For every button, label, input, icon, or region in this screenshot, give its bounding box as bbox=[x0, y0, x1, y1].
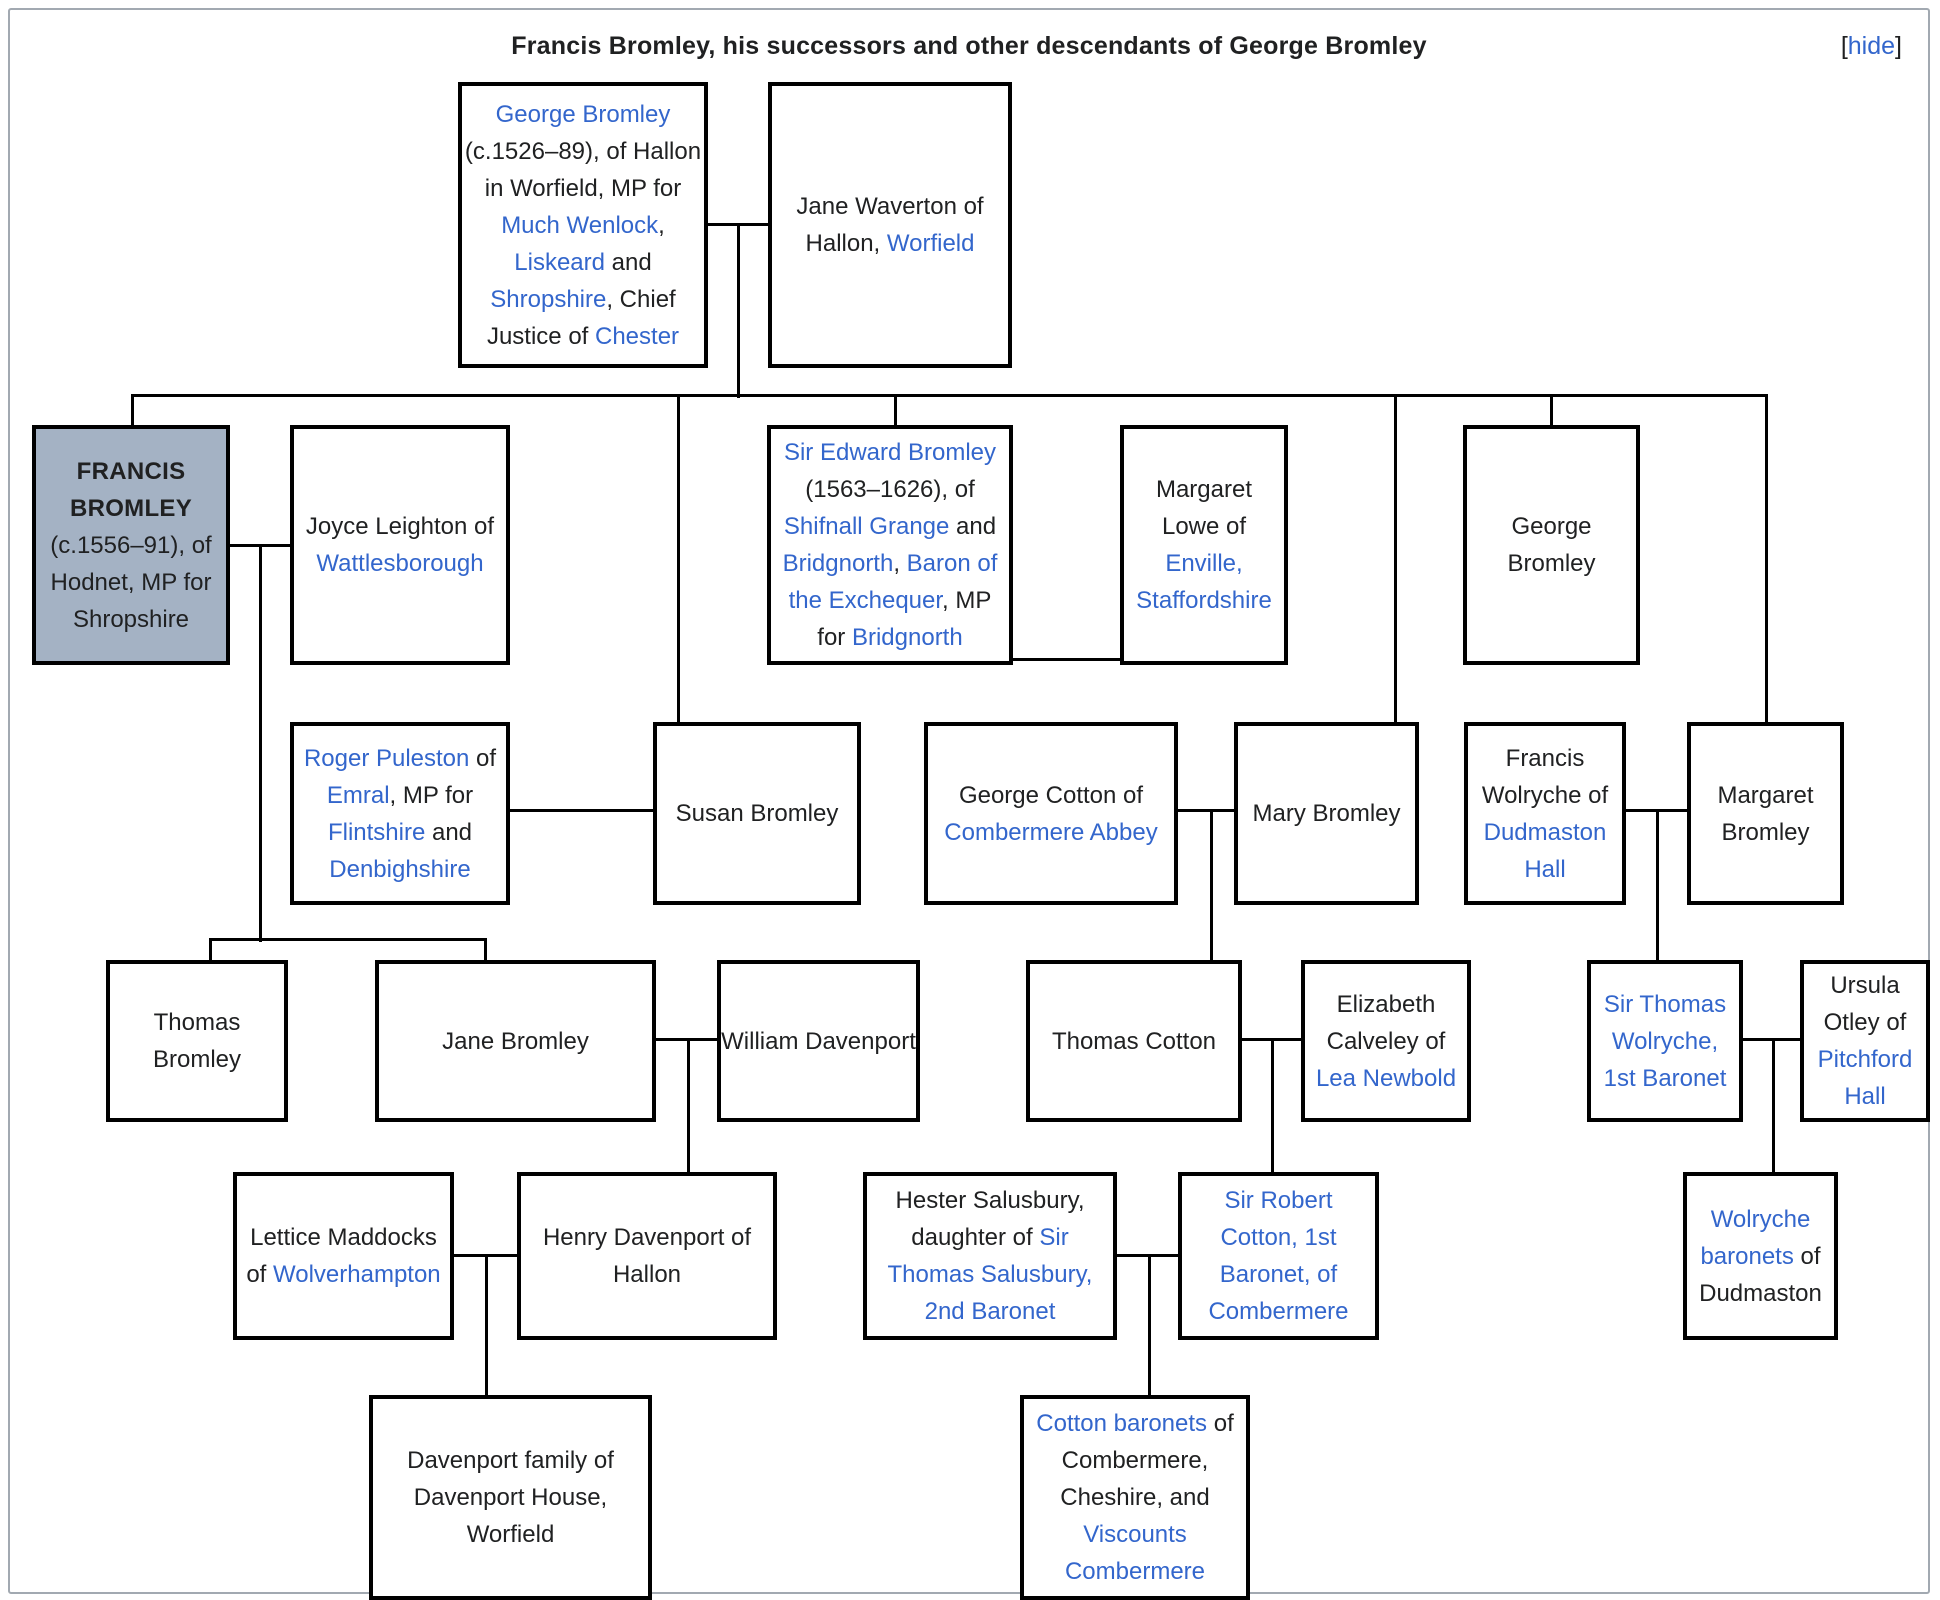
text-line bbox=[246, 1256, 440, 1293]
text-segment: of bbox=[1207, 1410, 1234, 1437]
text-line bbox=[1484, 814, 1607, 851]
text-line bbox=[784, 434, 996, 471]
wiki-link-pitchford[interactable]: Pitchford bbox=[1817, 1046, 1913, 1073]
text-line bbox=[1252, 795, 1400, 832]
person-box-susan-bromley bbox=[653, 722, 861, 905]
text-line bbox=[911, 1219, 1068, 1256]
wiki-link-1st-baronet[interactable]: 1st Baronet bbox=[1603, 1064, 1727, 1092]
text-line bbox=[806, 225, 975, 262]
text-segment: , bbox=[658, 211, 665, 239]
connector-line-vertical bbox=[259, 546, 262, 942]
text-segment: Thomas Cotton bbox=[1051, 1027, 1217, 1055]
text-line bbox=[316, 545, 483, 582]
tree-canvas bbox=[10, 10, 1928, 1592]
wiki-link-combermere-abbey[interactable]: Combermere Abbey bbox=[944, 818, 1158, 846]
text-segment: (c.1556–91), of bbox=[50, 531, 212, 559]
text-line bbox=[51, 564, 212, 601]
wiki-link-bridgnorth[interactable]: Bridgnorth bbox=[782, 550, 894, 577]
bracket-close: ] bbox=[1895, 32, 1902, 60]
person-box-george-bromley-sr bbox=[458, 82, 708, 368]
text-line bbox=[959, 777, 1143, 814]
text-line bbox=[73, 601, 189, 638]
text-line bbox=[1224, 1182, 1332, 1219]
text-segment: Hodnet, MP for bbox=[50, 568, 212, 596]
connector-line-horizontal bbox=[1013, 658, 1120, 661]
text-segment: Davenport House, bbox=[413, 1484, 608, 1511]
person-box-cotton-baronets bbox=[1020, 1395, 1250, 1600]
text-segment: Bromley bbox=[1507, 550, 1596, 577]
connector-line-vertical bbox=[677, 396, 680, 724]
text-segment: , Chief bbox=[606, 285, 676, 313]
person-box-edward-bromley bbox=[767, 425, 1013, 665]
text-line bbox=[1511, 508, 1591, 545]
text-segment: George bbox=[1511, 513, 1592, 540]
text-line bbox=[1717, 777, 1813, 814]
person-box-robert-cotton bbox=[1178, 1172, 1379, 1340]
connector-line-vertical bbox=[1271, 1040, 1274, 1174]
person-box-ursula-otley bbox=[1800, 960, 1930, 1122]
text-line bbox=[1700, 1238, 1820, 1275]
text-line bbox=[789, 582, 992, 619]
wiki-link-wattlesborough[interactable]: Wattlesborough bbox=[316, 550, 484, 577]
text-line bbox=[888, 1256, 1093, 1293]
hide-link[interactable]: hide bbox=[1847, 32, 1896, 60]
text-line bbox=[1065, 1553, 1205, 1590]
text-line bbox=[250, 1219, 437, 1256]
text-segment: of bbox=[246, 1261, 274, 1288]
person-box-davenport-family bbox=[369, 1395, 652, 1600]
text-line bbox=[817, 619, 962, 656]
text-segment: (c.1526–89), of Hallon bbox=[464, 137, 702, 165]
text-line bbox=[1604, 986, 1726, 1023]
text-line bbox=[1036, 1405, 1233, 1442]
wiki-link-baron-of[interactable]: Baron of bbox=[906, 550, 998, 577]
person-box-thomas-cotton bbox=[1026, 960, 1242, 1122]
text-line bbox=[1699, 1275, 1822, 1312]
text-line bbox=[306, 508, 494, 545]
person-box-margaret-lowe bbox=[1120, 425, 1288, 665]
text-segment: FRANCIS bbox=[76, 457, 186, 485]
text-line bbox=[1316, 1060, 1456, 1097]
wiki-link-emral[interactable]: Emral bbox=[326, 781, 390, 809]
person-box-thomas-wolryche bbox=[1587, 960, 1743, 1122]
text-segment: William Davenport bbox=[721, 1027, 916, 1055]
text-segment: Dudmaston bbox=[1699, 1279, 1822, 1307]
wiki-link-hall[interactable]: Hall bbox=[1844, 1083, 1886, 1110]
text-line bbox=[514, 244, 651, 281]
text-line bbox=[805, 471, 974, 508]
text-segment: Calveley of bbox=[1326, 1027, 1446, 1055]
wiki-link-baronets[interactable]: baronets bbox=[1700, 1242, 1794, 1270]
text-segment: Elizabeth bbox=[1336, 990, 1436, 1018]
connector-line-vertical bbox=[1656, 811, 1659, 962]
text-line bbox=[490, 281, 675, 318]
connector-line-vertical bbox=[1148, 1256, 1151, 1397]
text-segment: in Worfield, MP for bbox=[484, 174, 682, 202]
person-box-mary-bromley bbox=[1234, 722, 1419, 905]
wiki-link-the-exchequer[interactable]: the Exchequer bbox=[788, 587, 943, 614]
text-line bbox=[1824, 1004, 1907, 1041]
person-box-margaret-bromley bbox=[1687, 722, 1844, 905]
connector-line-horizontal bbox=[131, 394, 1768, 397]
wiki-link-thomas-salusbury[interactable]: Thomas Salusbury, bbox=[887, 1261, 1093, 1288]
text-segment: and bbox=[605, 248, 652, 276]
wiki-link-enville[interactable]: Enville, bbox=[1165, 550, 1243, 577]
text-segment: Bromley bbox=[1721, 818, 1810, 846]
text-line bbox=[1482, 777, 1608, 814]
text-segment: Francis bbox=[1505, 744, 1585, 772]
text-line bbox=[328, 814, 472, 851]
wiki-link-liskeard[interactable]: Liskeard bbox=[514, 248, 605, 276]
text-line bbox=[1604, 1060, 1727, 1097]
text-segment: Cheshire, and bbox=[1060, 1484, 1210, 1511]
text-segment: BROMLEY bbox=[69, 494, 193, 522]
person-box-william-davenport bbox=[717, 960, 920, 1122]
wiki-link-chester[interactable]: Chester bbox=[595, 322, 680, 350]
text-line bbox=[1062, 1442, 1209, 1479]
text-line bbox=[1083, 1516, 1187, 1553]
text-segment: Lowe of bbox=[1161, 513, 1247, 540]
person-box-jane-waverton bbox=[768, 82, 1012, 368]
connector-line-vertical bbox=[1394, 396, 1397, 724]
wiki-link-bridgnorth[interactable]: Bridgnorth bbox=[851, 624, 963, 651]
wiki-link-sir-edward-bromley[interactable]: Sir Edward Bromley bbox=[783, 439, 997, 466]
connector-line-horizontal bbox=[510, 809, 653, 812]
text-line bbox=[442, 1023, 589, 1060]
text-line bbox=[50, 527, 211, 564]
wiki-link-wolryche[interactable]: Wolryche, bbox=[1611, 1027, 1719, 1055]
text-segment: Margaret bbox=[1155, 476, 1253, 503]
text-line bbox=[496, 96, 671, 133]
text-segment: Margaret bbox=[1717, 781, 1814, 809]
text-line bbox=[1156, 471, 1252, 508]
text-line bbox=[783, 545, 998, 582]
person-box-elizabeth-calveley bbox=[1301, 960, 1471, 1122]
text-segment: and bbox=[425, 818, 473, 846]
wiki-link-shropshire[interactable]: Shropshire bbox=[490, 285, 607, 313]
text-line bbox=[485, 170, 682, 207]
connector-line-vertical bbox=[687, 1040, 690, 1174]
text-line bbox=[784, 508, 996, 545]
text-line bbox=[70, 490, 192, 527]
text-line bbox=[465, 133, 701, 170]
text-segment: George Cotton of bbox=[958, 781, 1144, 809]
text-line bbox=[1612, 1023, 1718, 1060]
text-line bbox=[1060, 1479, 1209, 1516]
text-line bbox=[1524, 851, 1565, 888]
text-line bbox=[1327, 1023, 1446, 1060]
text-line bbox=[304, 740, 496, 777]
text-segment: , bbox=[893, 550, 907, 577]
person-box-henry-davenport bbox=[517, 1172, 777, 1340]
text-line bbox=[329, 851, 470, 888]
person-box-joyce-leighton bbox=[290, 425, 510, 665]
wiki-link-dudmaston[interactable]: Dudmaston bbox=[1483, 818, 1607, 846]
wiki-link-cotton-baronets[interactable]: Cotton baronets bbox=[1036, 1410, 1208, 1437]
text-line bbox=[925, 1293, 1056, 1330]
person-box-wolryche-baronets bbox=[1683, 1172, 1838, 1340]
text-line bbox=[1818, 1041, 1913, 1078]
text-segment: Susan Bromley bbox=[675, 800, 839, 827]
text-segment: for bbox=[817, 624, 852, 651]
wiki-link-wolverhampton[interactable]: Wolverhampton bbox=[273, 1261, 441, 1288]
text-segment: Joyce Leighton of bbox=[305, 513, 495, 540]
wiki-link-staffordshire[interactable]: Staffordshire bbox=[1136, 587, 1272, 614]
text-line bbox=[407, 1442, 614, 1479]
wiki-link-sir[interactable]: Sir bbox=[1039, 1224, 1069, 1251]
text-line bbox=[154, 1004, 241, 1041]
text-line bbox=[1165, 545, 1242, 582]
person-box-francis-wolryche bbox=[1464, 722, 1626, 905]
person-box-jane-bromley bbox=[375, 960, 656, 1122]
text-segment: Davenport family of bbox=[407, 1447, 614, 1474]
text-line bbox=[501, 207, 665, 244]
wiki-link-sir-thomas[interactable]: Sir Thomas bbox=[1603, 990, 1727, 1018]
wiki-link-roger-puleston[interactable]: Roger Puleston bbox=[303, 744, 470, 772]
text-line bbox=[1844, 1078, 1885, 1115]
text-segment: daughter of bbox=[911, 1224, 1040, 1251]
text-segment: Hester Salusbury, bbox=[895, 1187, 1085, 1214]
text-line bbox=[1711, 1201, 1811, 1238]
text-line bbox=[1052, 1023, 1216, 1060]
text-segment: Worfield bbox=[466, 1521, 555, 1548]
text-line bbox=[721, 1023, 916, 1060]
connector-line-horizontal bbox=[1178, 809, 1234, 812]
text-segment: Jane Waverton of bbox=[796, 193, 984, 220]
connector-line-vertical bbox=[1210, 811, 1213, 962]
connector-line-vertical bbox=[484, 940, 487, 962]
wiki-link-worfield[interactable]: Worfield bbox=[886, 230, 975, 257]
wiki-link-george-bromley[interactable]: George Bromley bbox=[495, 100, 671, 128]
wiki-link-flintshire[interactable]: Flintshire bbox=[327, 818, 426, 846]
text-line bbox=[1208, 1293, 1348, 1330]
wiki-link-sir-robert[interactable]: Sir Robert bbox=[1224, 1187, 1333, 1214]
text-segment: and bbox=[949, 513, 997, 540]
person-box-francis-bromley bbox=[32, 425, 230, 665]
wiki-link-denbighshire[interactable]: Denbighshire bbox=[329, 855, 471, 883]
text-line bbox=[77, 453, 186, 490]
person-box-george-bromley-jr bbox=[1463, 425, 1640, 665]
text-line bbox=[676, 795, 839, 832]
connector-line-vertical bbox=[737, 225, 740, 398]
text-segment: , MP for bbox=[389, 781, 474, 809]
text-line bbox=[613, 1256, 681, 1293]
wiki-link-wolryche[interactable]: Wolryche bbox=[1710, 1205, 1811, 1233]
text-segment: (1563–1626), of bbox=[805, 476, 975, 503]
text-segment: of bbox=[1793, 1242, 1821, 1270]
text-segment: Shropshire bbox=[72, 605, 190, 633]
connector-line-vertical bbox=[1772, 1040, 1775, 1174]
connector-line-vertical bbox=[1550, 396, 1553, 427]
text-line bbox=[1136, 582, 1272, 619]
text-line bbox=[1220, 1219, 1336, 1256]
text-line bbox=[1337, 986, 1436, 1023]
text-segment: Justice of bbox=[486, 322, 595, 350]
text-segment: Thomas bbox=[153, 1009, 241, 1036]
text-segment: Otley of bbox=[1823, 1009, 1907, 1036]
text-segment: Henry Davenport of bbox=[542, 1224, 752, 1251]
text-line bbox=[153, 1041, 241, 1078]
text-line bbox=[1721, 814, 1809, 851]
text-segment: Bromley bbox=[152, 1046, 242, 1073]
connector-line-vertical bbox=[209, 940, 212, 962]
person-box-george-cotton bbox=[924, 722, 1178, 905]
text-segment: Mary Bromley bbox=[1252, 800, 1401, 827]
wiki-link-2nd-baronet[interactable]: 2nd Baronet bbox=[924, 1298, 1056, 1325]
chart-title: Francis Bromley, his successors and other descendants of George Bromley bbox=[511, 32, 1427, 60]
text-line bbox=[1507, 545, 1595, 582]
text-line bbox=[1506, 740, 1585, 777]
text-segment: Jane Bromley bbox=[442, 1027, 589, 1055]
connector-line-vertical bbox=[1765, 396, 1768, 724]
person-box-thomas-bromley bbox=[106, 960, 288, 1122]
text-line bbox=[467, 1516, 555, 1553]
wiki-link-shifnall-grange[interactable]: Shifnall Grange bbox=[783, 513, 950, 540]
text-segment: Lettice Maddocks bbox=[250, 1224, 437, 1251]
wiki-link-hall[interactable]: Hall bbox=[1524, 855, 1566, 883]
wiki-link-cotton-1st[interactable]: Cotton, 1st bbox=[1220, 1224, 1337, 1251]
connector-line-vertical bbox=[485, 1256, 488, 1397]
wiki-link-much-wenlock[interactable]: Much Wenlock bbox=[501, 211, 659, 239]
family-tree-panel bbox=[8, 8, 1930, 1594]
text-line bbox=[1830, 967, 1899, 1004]
text-line bbox=[1220, 1256, 1337, 1293]
text-segment: Combermere, bbox=[1061, 1447, 1209, 1474]
text-segment: Hallon, bbox=[805, 230, 887, 257]
wiki-link-lea-newbold[interactable]: Lea Newbold bbox=[1315, 1064, 1457, 1092]
bracket-open: [ bbox=[1840, 32, 1848, 60]
wiki-link-combermere[interactable]: Combermere bbox=[1208, 1298, 1349, 1325]
text-line bbox=[1162, 508, 1246, 545]
connector-line-horizontal bbox=[209, 938, 487, 941]
text-segment: Wolryche of bbox=[1481, 781, 1609, 809]
person-box-hester-salusbury bbox=[863, 1172, 1117, 1340]
text-line bbox=[487, 318, 679, 355]
text-line bbox=[944, 814, 1157, 851]
text-segment: Hallon bbox=[612, 1261, 682, 1288]
connector-line-vertical bbox=[131, 396, 134, 427]
text-line bbox=[414, 1479, 607, 1516]
wiki-link-viscounts[interactable]: Viscounts bbox=[1083, 1521, 1187, 1548]
text-line bbox=[896, 1182, 1085, 1219]
text-segment: of bbox=[469, 744, 497, 772]
text-segment: Ursula bbox=[1830, 972, 1900, 999]
person-box-roger-puleston bbox=[290, 722, 510, 905]
person-box-lettice-maddocks bbox=[233, 1172, 454, 1340]
text-line bbox=[543, 1219, 751, 1256]
wiki-link-combermere[interactable]: Combermere bbox=[1064, 1558, 1206, 1585]
text-line bbox=[796, 188, 983, 225]
wiki-link-baronet-of[interactable]: Baronet, of bbox=[1219, 1261, 1338, 1288]
connector-line-vertical bbox=[894, 396, 897, 427]
text-segment: , MP bbox=[942, 587, 992, 614]
text-line bbox=[327, 777, 473, 814]
